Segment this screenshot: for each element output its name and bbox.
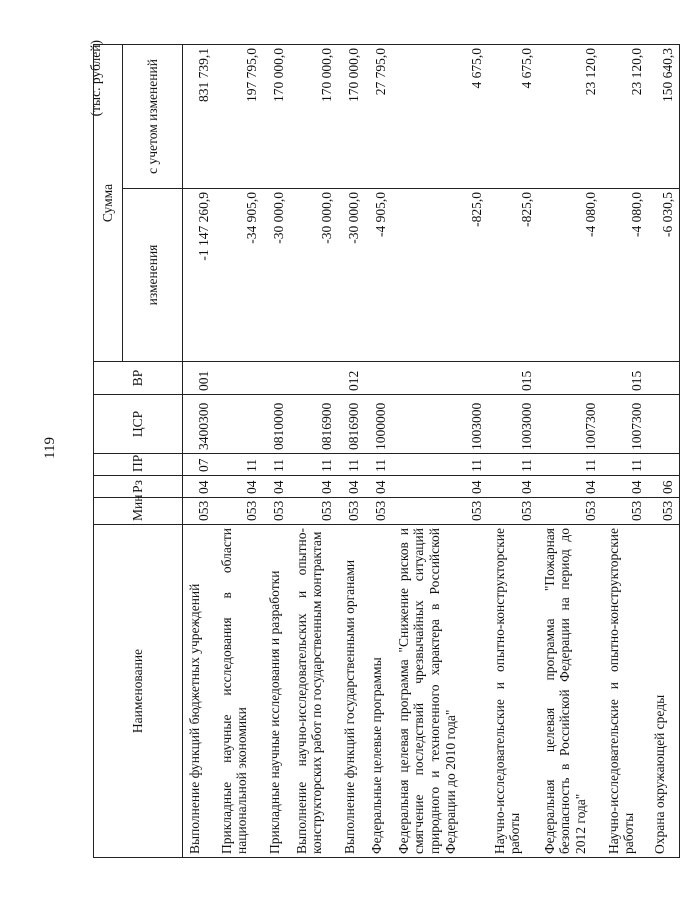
row-change: -6 030,5 xyxy=(648,189,680,362)
row-csr: 3400300 xyxy=(183,395,215,454)
header-sum: Сумма xyxy=(94,44,123,361)
row-vr xyxy=(215,362,263,395)
row-change: -825,0 xyxy=(392,189,488,362)
row-csr: 1007300 xyxy=(538,395,602,454)
header-min: Мин xyxy=(94,498,183,525)
table-row xyxy=(648,44,680,857)
row-min: 053 xyxy=(215,498,263,525)
row-name: Федеральная целевая программа "Пожарная безопасность в Российской Федерации на период до 2012 года" xyxy=(538,525,602,858)
row-vr xyxy=(538,362,602,395)
row-change: -30 000,0 xyxy=(338,189,365,362)
row-change: -4 080,0 xyxy=(538,189,602,362)
row-change: -30 000,0 xyxy=(290,189,338,362)
row-min: 053 xyxy=(538,498,602,525)
table-body xyxy=(183,44,680,857)
row-name: Прикладные научные исследования и разработки xyxy=(263,525,290,858)
row-name: Научно-исследовательские и опытно-конструкторские работы xyxy=(602,525,648,858)
row-csr xyxy=(648,395,680,454)
row-pr: 11 xyxy=(538,454,602,476)
row-rz: 04 xyxy=(488,476,538,498)
row-total: 831 739,1 xyxy=(183,44,215,188)
header-rz: Рз xyxy=(94,476,183,498)
row-rz: 04 xyxy=(365,476,392,498)
table-row xyxy=(538,44,602,857)
row-total: 150 640,3 xyxy=(648,44,680,188)
row-vr: 001 xyxy=(183,362,215,395)
row-rz: 04 xyxy=(215,476,263,498)
row-vr: 015 xyxy=(602,362,648,395)
header-csr: ЦСР xyxy=(94,395,183,454)
row-name: Прикладные научные исследования в области национальной экономики xyxy=(215,525,263,858)
row-rz: 04 xyxy=(602,476,648,498)
row-pr xyxy=(648,454,680,476)
row-min: 053 xyxy=(183,498,215,525)
row-name: Научно-исследовательские и опытно-конструкторские работы xyxy=(488,525,538,858)
row-min: 053 xyxy=(365,498,392,525)
row-csr: 1003000 xyxy=(392,395,488,454)
page-number: 119 xyxy=(42,437,58,459)
table-row xyxy=(602,44,648,857)
row-name: Охрана окружающей среды xyxy=(648,525,680,858)
table-row xyxy=(215,44,263,857)
row-total: 27 795,0 xyxy=(365,44,392,188)
row-csr xyxy=(215,395,263,454)
row-change: -34 905,0 xyxy=(215,189,263,362)
row-total: 4 675,0 xyxy=(392,44,488,188)
header-name: Наименование xyxy=(94,525,183,858)
table-row xyxy=(338,44,365,857)
row-pr: 11 xyxy=(263,454,290,476)
row-pr: 07 xyxy=(183,454,215,476)
row-min: 053 xyxy=(488,498,538,525)
row-vr xyxy=(392,362,488,395)
units-label: (тыс. рублей) xyxy=(88,40,103,117)
table-row xyxy=(365,44,392,857)
row-name: Федеральные целевые программы xyxy=(365,525,392,858)
header-vr: ВР xyxy=(94,362,183,395)
row-name: Выполнение функций бюджетных учреждений xyxy=(183,525,215,858)
row-change: -4 080,0 xyxy=(602,189,648,362)
header-pr: ПР xyxy=(94,454,183,476)
row-csr: 0810000 xyxy=(263,395,290,454)
table-row xyxy=(263,44,290,857)
row-pr: 11 xyxy=(365,454,392,476)
table-row xyxy=(392,44,488,857)
row-name: Федеральная целевая программа "Снижение рисков и смягчение последствий чрезвычайных ситуаций природного и техногенного характера в Российской Федерации до 2010 года" xyxy=(392,525,488,858)
row-rz: 04 xyxy=(263,476,290,498)
row-change: -4 905,0 xyxy=(365,189,392,362)
row-total: 23 120,0 xyxy=(602,44,648,188)
row-rz: 04 xyxy=(183,476,215,498)
row-total: 4 675,0 xyxy=(488,44,538,188)
row-change: -825,0 xyxy=(488,189,538,362)
row-pr: 11 xyxy=(338,454,365,476)
row-csr: 1003000 xyxy=(488,395,538,454)
row-change: -30 000,0 xyxy=(263,189,290,362)
row-pr: 11 xyxy=(602,454,648,476)
row-min: 053 xyxy=(648,498,680,525)
row-min: 053 xyxy=(290,498,338,525)
row-name: Выполнение функций государственными органами xyxy=(338,525,365,858)
row-total: 197 795,0 xyxy=(215,44,263,188)
row-rz: 04 xyxy=(338,476,365,498)
table-row xyxy=(183,44,215,857)
row-vr xyxy=(263,362,290,395)
row-total: 170 000,0 xyxy=(338,44,365,188)
row-min: 053 xyxy=(392,498,488,525)
row-pr: 11 xyxy=(392,454,488,476)
row-name: Выполнение научно-исследовательских и опытно-конструкторских работ по государственным контрактам xyxy=(290,525,338,858)
row-rz: 04 xyxy=(392,476,488,498)
row-csr: 0816900 xyxy=(338,395,365,454)
row-rz: 06 xyxy=(648,476,680,498)
row-pr: 11 xyxy=(488,454,538,476)
table-row xyxy=(290,44,338,857)
budget-table xyxy=(93,44,680,858)
row-vr xyxy=(290,362,338,395)
row-csr: 0816900 xyxy=(290,395,338,454)
row-vr xyxy=(648,362,680,395)
row-csr: 1007300 xyxy=(602,395,648,454)
row-pr: 11 xyxy=(290,454,338,476)
row-pr: 11 xyxy=(215,454,263,476)
row-rz: 04 xyxy=(290,476,338,498)
row-min: 053 xyxy=(263,498,290,525)
row-total: 23 120,0 xyxy=(538,44,602,188)
row-rz: 04 xyxy=(538,476,602,498)
budget-table-container xyxy=(93,45,676,858)
row-min: 053 xyxy=(338,498,365,525)
row-vr: 012 xyxy=(338,362,365,395)
row-total: 170 000,0 xyxy=(290,44,338,188)
row-total: 170 000,0 xyxy=(263,44,290,188)
row-min: 053 xyxy=(602,498,648,525)
row-change: -1 147 260,9 xyxy=(183,189,215,362)
header-with-change: с учетом изменений xyxy=(123,44,183,188)
row-vr: 015 xyxy=(488,362,538,395)
table-row xyxy=(488,44,538,857)
header-change: изменения xyxy=(123,189,183,362)
row-vr xyxy=(365,362,392,395)
row-csr: 1000000 xyxy=(365,395,392,454)
